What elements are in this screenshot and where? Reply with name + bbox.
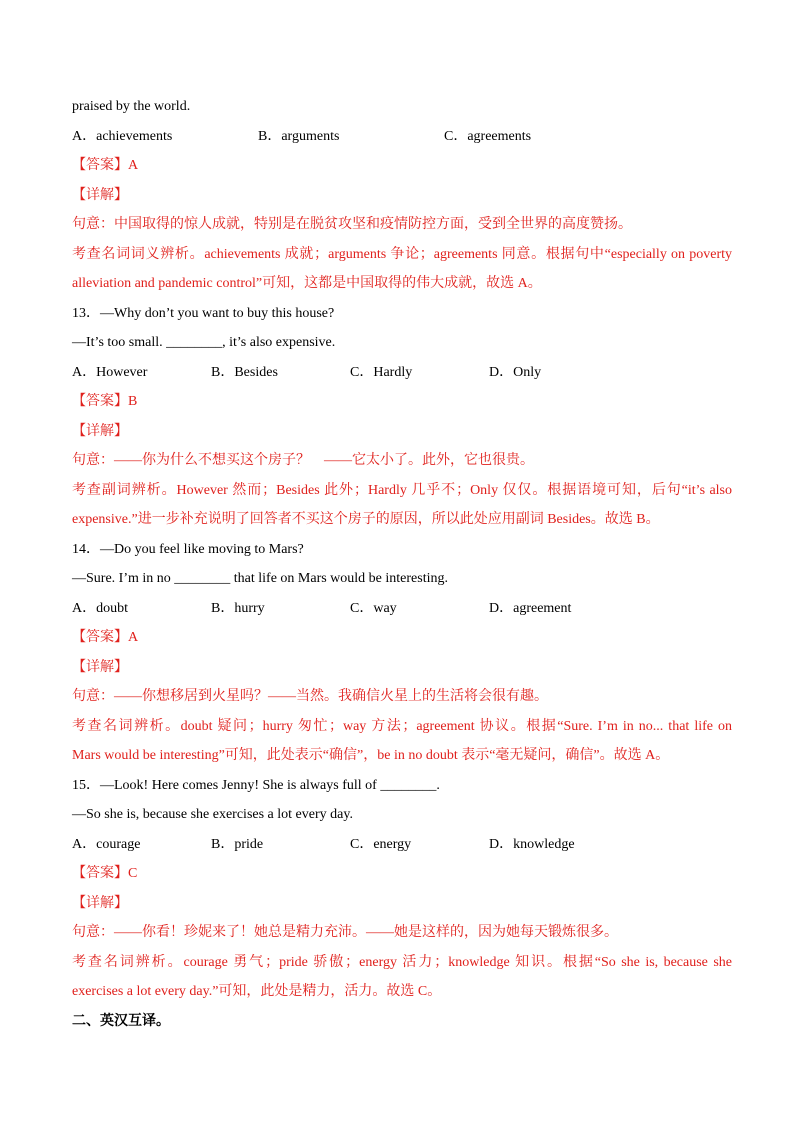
q14-option-a: A．doubt (72, 600, 128, 616)
q12-answer: 【答案】A (72, 158, 139, 173)
q15-stem-reply: —So she is, because she exercises a lot every day. (72, 807, 353, 822)
q15-answer: 【答案】C (72, 866, 138, 881)
q14-meaning: 句意：——你想移居到火星吗？——当然。我确信火星上的生活将会很有趣。 (72, 689, 548, 704)
q15-analysis-line2: exercises a lot every day.”可知，此处是精力，活力。故选 C。 (72, 984, 442, 999)
q14-analysis-line2: Mars would be interesting”可知，此处表示“确信”，be in no doubt 表示“毫无疑问，确信”。故选 A。 (72, 748, 670, 763)
q12-analysis-line1: 考查名词词义辨析。achievements 成就；arguments 争论；agreements 同意。根据句中“especially on poverty (72, 246, 732, 262)
q13-option-b: B．Besides (211, 364, 278, 380)
section-heading: 二、英汉互译。 (72, 1013, 170, 1029)
q13-option-a: A．However (72, 364, 148, 380)
q15-option-c: C．energy (350, 836, 412, 852)
q12-stem-tail: praised by the world. (72, 99, 191, 114)
q13-stem-reply: —It’s too small. ________, it’s also expensive. (72, 335, 336, 350)
q14-answer: 【答案】A (72, 630, 139, 645)
q12-option-c: C．agreements (444, 128, 532, 144)
q14-option-d: D．agreement (489, 600, 572, 616)
q13-detail-label: 【详解】 (72, 423, 128, 439)
q15-analysis-line1: 考查名词辨析。courage 勇气；pride 骄傲；energy 活力；knowledge 知识。根据“So she is, because she (72, 954, 732, 970)
q12-option-a: A．achievements (72, 128, 173, 144)
q14-detail-label: 【详解】 (72, 659, 128, 675)
q12-analysis-line2: alleviation and pandemic control”可知，这都是中国取得的伟大成就，故选 A。 (72, 276, 542, 291)
q15-detail-label: 【详解】 (72, 895, 128, 911)
q14-options (72, 594, 732, 624)
q15-option-a: A．courage (72, 836, 141, 852)
q13-analysis-line2: expensive.”进一步补充说明了回答者不买这个房子的原因，所以此处应用副词 Besides。故选 B。 (72, 512, 660, 527)
q14-option-c: C．way (350, 600, 397, 616)
q15-options (72, 830, 732, 860)
q12-option-b: B．arguments (258, 128, 340, 144)
q12-options (72, 122, 732, 152)
q14-analysis-line1: 考查名词辨析。doubt 疑问；hurry 匆忙；way 方法；agreement 协议。根据“Sure. I’m in no... that life on (72, 718, 732, 734)
q12-detail-label: 【详解】 (72, 187, 128, 203)
q13-options (72, 358, 732, 388)
q14-stem-reply: —Sure. I’m in no ________ that life on Mars would be interesting. (72, 571, 448, 586)
q15-stem: 15．—Look! Here comes Jenny! She is always full of ________. (72, 777, 440, 793)
q13-option-d: D．Only (489, 364, 542, 380)
q15-meaning: 句意：——你看！珍妮来了！她总是精力充沛。——她是这样的，因为她每天锻炼很多。 (72, 925, 618, 940)
q14-option-b: B．hurry (211, 600, 265, 616)
q12-meaning: 句意：中国取得的惊人成就，特别是在脱贫攻坚和疫情防控方面，受到全世界的高度赞扬。 (72, 217, 632, 232)
q15-option-d: D．knowledge (489, 836, 575, 852)
q14-stem: 14．—Do you feel like moving to Mars? (72, 541, 304, 557)
document-page (72, 92, 732, 1036)
q13-meaning: 句意：——你为什么不想买这个房子？ ——它太小了。此外，它也很贵。 (72, 453, 534, 468)
q13-stem: 13．—Why don’t you want to buy this house? (72, 305, 335, 321)
q13-analysis-line1: 考查副词辨析。However 然而；Besides 此外；Hardly 几乎不；Only 仅仅。根据语境可知，后句“it’s also (72, 482, 732, 498)
q13-answer: 【答案】B (72, 394, 138, 409)
q15-option-b: B．pride (211, 836, 264, 852)
q13-option-c: C．Hardly (350, 364, 413, 380)
